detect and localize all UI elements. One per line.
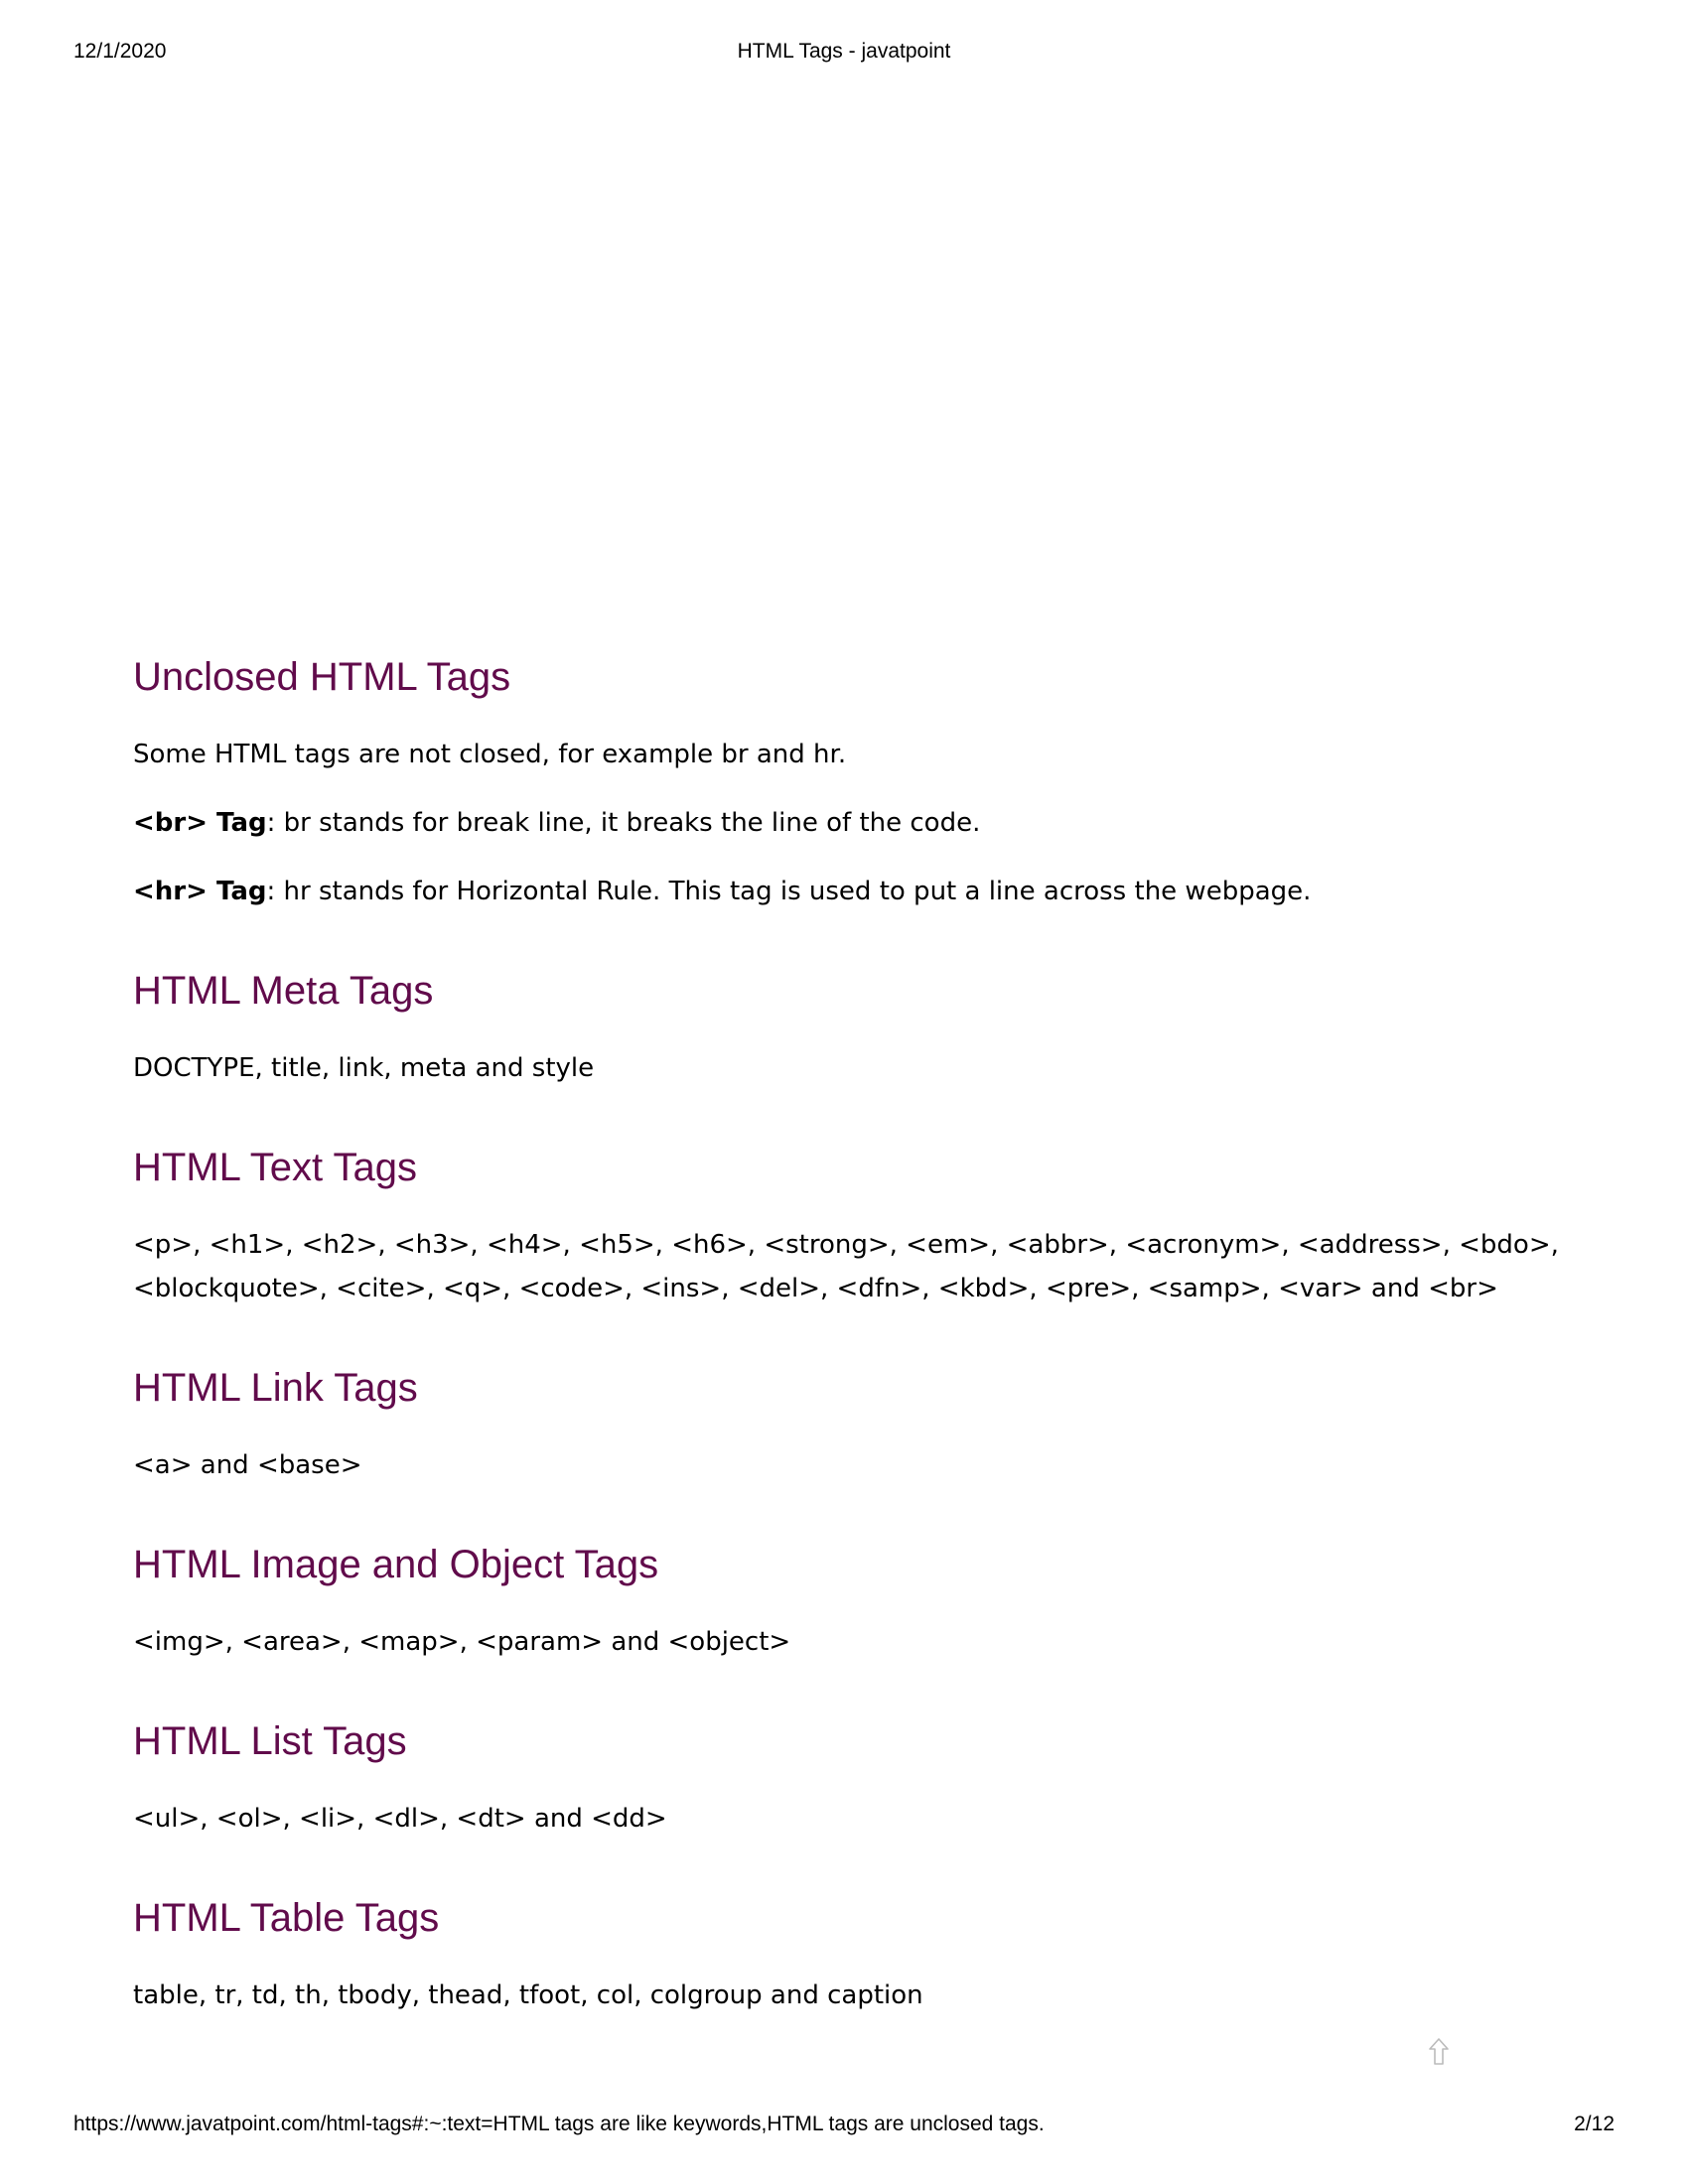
section-meta-tags: [133, 967, 1573, 1090]
section-link-tags: [133, 1364, 1573, 1487]
br-tag-text: : br stands for break line, it breaks the line of the code.: [266, 808, 981, 838]
section-heading: HTML Text Tags: [133, 1146, 418, 1189]
section-heading: HTML Link Tags: [133, 1366, 418, 1410]
page-url: https://www.javatpoint.com/html-tags#:~:text=HTML tags are like keywords,HTML tags are unclosed tags.: [73, 2113, 1045, 2135]
print-date: 12/1/2020: [73, 40, 167, 63]
scroll-to-top-button[interactable]: [1424, 2035, 1454, 2069]
section-text: DOCTYPE, title, link, meta and style: [133, 1053, 595, 1083]
section-text-tags: [133, 1144, 1573, 1310]
section-text: <p>, <h1>, <h2>, <h3>, <h4>, <h5>, <h6>, <strong>, <em>, <abbr>, <acronym>, <address>, <bdo>, <blockquote>, <cite>, <q>, <code>, <ins>, <del>, <dfn>, <kbd>, <pre>, <samp>, <var> and <br>: [133, 1230, 1559, 1303]
print-header: [73, 40, 1615, 69]
section-text: <img>, <area>, <map>, <param> and <object>: [133, 1627, 791, 1657]
section-list-tags: [133, 1717, 1573, 1841]
section-heading: HTML Meta Tags: [133, 969, 434, 1013]
section-heading: HTML Image and Object Tags: [133, 1543, 659, 1586]
page-number: 2/12: [1574, 2113, 1615, 2135]
hr-tag-term: <hr> Tag: [133, 877, 267, 906]
print-footer: [73, 2113, 1615, 2142]
section-heading: HTML Table Tags: [133, 1896, 440, 1940]
section-unclosed-tags: [133, 653, 1573, 913]
hr-tag-text: : hr stands for Horizontal Rule. This tag is used to put a line across the webpage.: [266, 877, 1312, 906]
arrow-up-icon: [1428, 2037, 1450, 2067]
section-heading: HTML List Tags: [133, 1719, 407, 1763]
section-text: <ul>, <ol>, <li>, <dl>, <dt> and <dd>: [133, 1804, 667, 1834]
section-heading: Unclosed HTML Tags: [133, 655, 511, 699]
hr-tag-description: [133, 870, 1573, 913]
br-tag-description: [133, 801, 1573, 845]
article-content: [133, 653, 1573, 2042]
section-table-tags: [133, 1894, 1573, 2017]
section-text: table, tr, td, th, tbody, thead, tfoot, col, colgroup and caption: [133, 1980, 923, 2010]
section-text: <a> and <base>: [133, 1450, 362, 1480]
section-image-object-tags: [133, 1541, 1573, 1664]
print-page-title: HTML Tags - javatpoint: [737, 40, 951, 63]
section-intro: Some HTML tags are not closed, for example br and hr.: [133, 740, 847, 769]
br-tag-term: <br> Tag: [133, 808, 267, 838]
